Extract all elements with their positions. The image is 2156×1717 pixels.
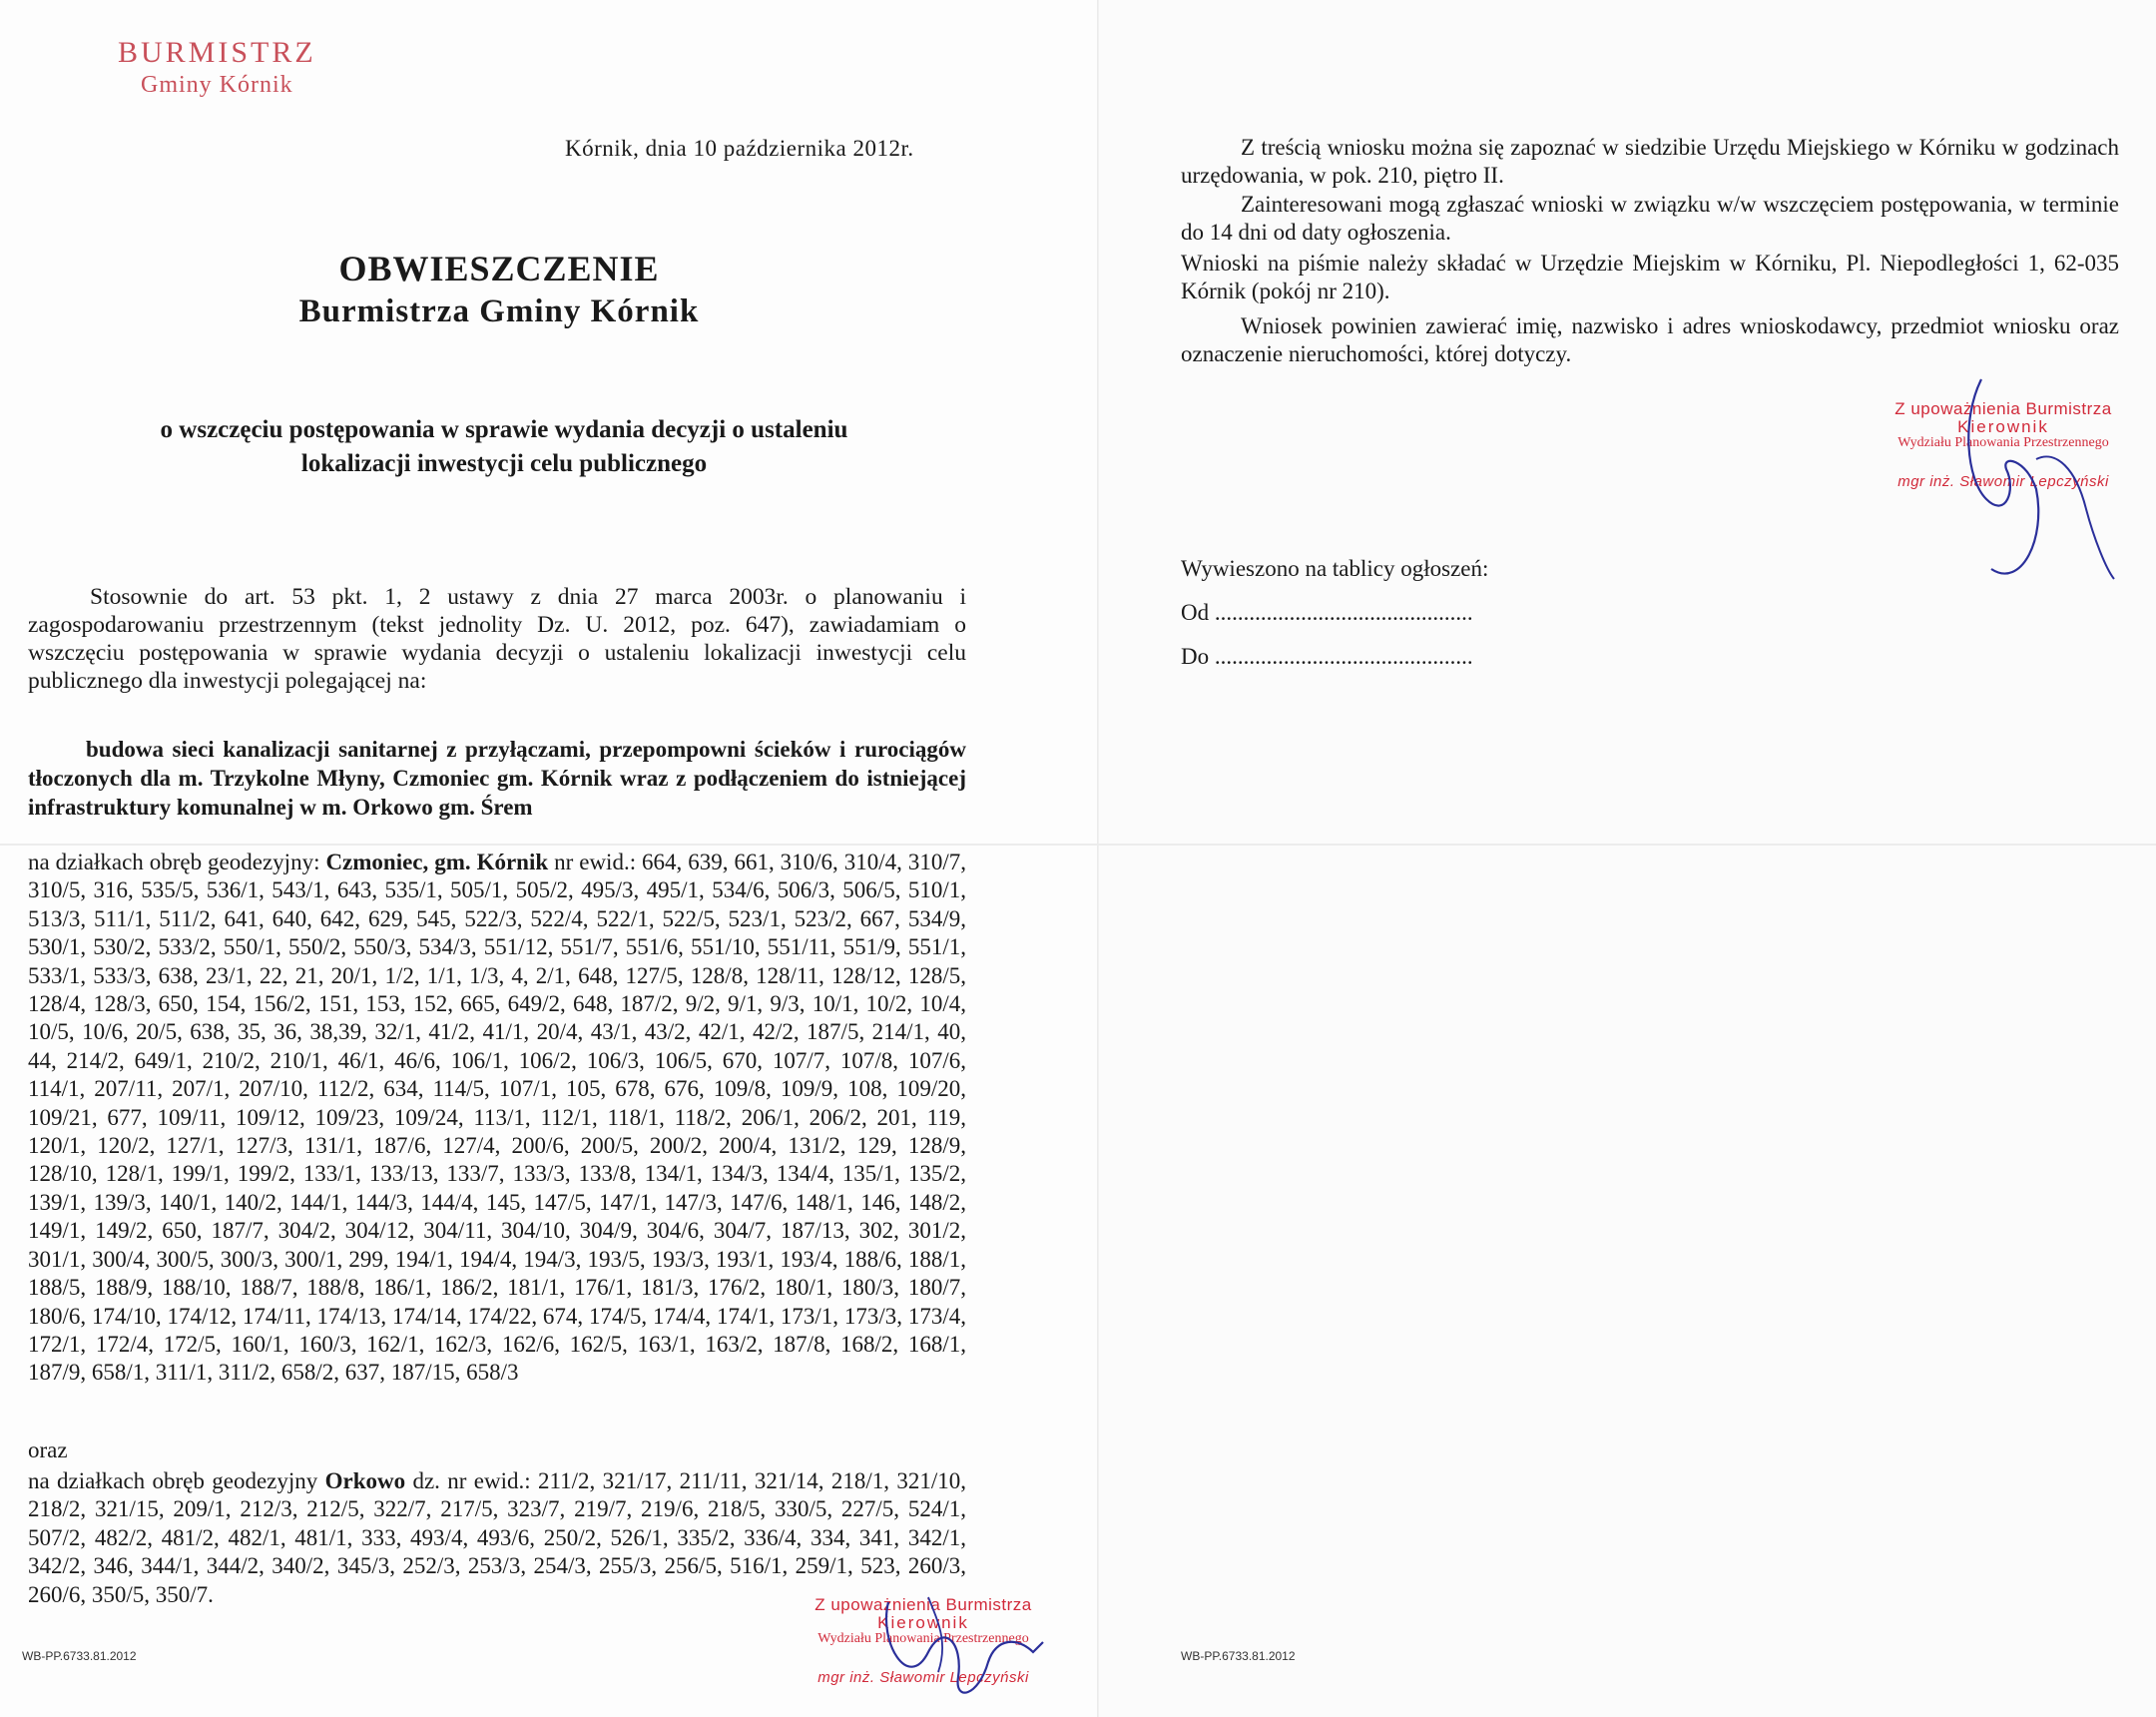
stamp-line2: Kierownik: [877, 1613, 969, 1632]
posted-to-field: Do .............................................: [1181, 644, 1473, 669]
info-paragraph-2: Zainteresowani mogą zgłaszać wnioski w związku w/w wszczęciem postępowania, w terminie do 14 dni od daty ogłoszenia.: [1181, 192, 2119, 245]
parcels-czmoniec: [28, 849, 966, 1388]
parcels-czmoniec-list: nr ewid.: 664, 639, 661, 310/6, 310/4, 310/7, 310/5, 316, 535/5, 536/1, 543/1, 643, 535/1, 505/1, 505/2, 495/3, 495/1, 534/6, 506/3, 506/5, 510/1, 513/3, 511/1, 511/2, 641, 640, 642, 629, 545, 522/3, 522/4, 522/1, 522/5, 523/1, 523/2, 667, 534/9, 530/1, 530/2, 533/2, 550/1, 550/2, 550/3, 534/3, 551/12, 551/7, 551/6, 551/10, 551/11, 551/9, 551/1, 533/1, 533/3, 638, 23/1, 22, 21, 20/1, 1/2, 1/1, 1/3, 4, 2/1, 648, 127/5, 128/8, 128/11, 128/12, 128/5, 128/4, 128/3, 650, 154, 156/2, 151, 153, 152, 665, 649/2, 648, 187/2, 9/2, 9/1, 9/3, 10/1, 10/2, 10/4, 10/5, 10/6, 20/5, 638, 35, 36, 38,39, 32/1, 41/2, 41/1, 20/4, 43/1, 43/2, 42/1, 42/2, 187/5, 214/1, 40, 44, 214/2, 649/1, 210/2, 210/1, 46/1, 46/6, 106/1, 106/2, 106/3, 106/5, 670, 107/7, 107/8, 107/6, 114/1, 207/11, 207/1, 207/10, 112/2, 634, 114/5, 107/1, 105, 678, 676, 109/8, 109/9, 108, 109/20, 109/21, 677, 109/11, 109/12, 109/23, 109/24, 113/1, 112/1, 118/1, 118/2, 206/1, 206/2, 201, 119, 120/1, 120/2, 127/1, 127/3, 131/1, 187/6, 127/4, 200/6, 200/5, 200/2, 200/4, 131/2, 129, 128/9, 128/10, 128/1, 199/1, 199/2, 133/1, 133/13, 133/7, 133/3, 133/8, 134/1, 134/3, 134/4, 135/1, 135/2, 139/1, 139/3, 140/1, 140/2, 144/1, 144/3, 144/4, 145, 147/5, 147/1, 147/3, 147/6, 148/1, 146, 148/2, 149/1, 149/2, 650, 187/7, 304/2, 304/12, 304/11, 304/10, 304/9, 304/6, 304/7, 187/13, 302, 301/2, 301/1, 300/4, 300/5, 300/3, 300/1, 299, 194/1, 194/4, 194/3, 193/5, 193/3, 193/1, 193/4, 188/6, 188/1, 188/5, 188/9, 188/10, 188/7, 188/8, 186/1, 186/2, 181/1, 176/1, 181/3, 176/2, 180/1, 180/3, 180/7, 180/6, 174/10, 174/12, 174/11, 174/13, 174/14, 174/22, 674, 174/5, 174/4, 174/1, 173/1, 173/3, 173/4, 172/1, 172/4, 172/5, 160/1, 160/3, 162/1, 162/3, 162/6, 162/5, 163/1, 163/2, 187/8, 168/2, 168/1, 187/9, 658/1, 311/1, 311/2, 658/2, 637, 187/15, 658/3: [28, 850, 967, 1386]
stamp-header-line1: BURMISTRZ: [118, 36, 316, 69]
reference-number-left: WB-PP.6733.81.2012: [22, 1649, 137, 1663]
subject-line2: lokalizacji inwestycji celu publicznego: [300, 450, 708, 477]
stamp-line1: Z upoważnienia Burmistrza: [814, 1595, 1032, 1614]
horizontal-fold: [0, 844, 2156, 846]
parcels-czmoniec-prefix: na działkach obręb geodezyjny:: [28, 850, 326, 874]
parcels-orkowo: [28, 1467, 966, 1609]
posted-from-field: Od .............................................: [1181, 600, 1473, 625]
info-paragraph-4: Wniosek powinien zawierać imię, nazwisko i adres wnioskodawcy, przedmiot wniosku oraz oznaczenie nieruchomości, której dotyczy.: [1181, 313, 2119, 366]
parcels-czmoniec-place: Czmoniec, gm. Kórnik: [325, 850, 549, 874]
subject-line1: o wszczęciu postępowania w sprawie wydania decyzji o ustaleniu: [160, 416, 848, 443]
parcels-orkowo-list: dz. nr ewid.: 211/2, 321/17, 211/11, 321/14, 218/1, 321/10, 218/2, 321/15, 209/1, 212/3, 212/5, 322/7, 217/5, 323/7, 219/7, 219/6, 218/5, 330/5, 227/5, 524/1, 507/2, 482/2, 481/2, 482/1, 481/1, 333, 493/4, 493/6, 250/2, 526/1, 335/2, 336/4, 334, 341, 342/1, 342/2, 346, 344/1, 344/2, 340/2, 345/3, 252/3, 253/3, 254/3, 255/3, 256/5, 516/1, 259/1, 523, 260/3, 260/6, 350/5, 350/7.: [28, 1468, 966, 1607]
document-title: [220, 248, 779, 330]
stamp-right-line3: Wydziału Planowania Przestrzennego: [1897, 435, 2109, 450]
signature-left: [868, 1582, 1068, 1712]
stamp-line4: mgr inż. Sławomir Lepczyński: [817, 1669, 1029, 1686]
info-paragraph-3: Wnioski na piśmie należy składać w Urzędzie Miejskim w Kórniku, Pl. Niepodległości 1, 62-035 Kórnik (pokój nr 210).: [1181, 251, 2119, 303]
mayor-header-stamp: [118, 36, 316, 99]
stamp-right-line2: Kierownik: [1957, 417, 2049, 436]
document-subject: [60, 413, 948, 481]
stamp-line3: Wydziału Planowania Przestrzennego: [817, 1631, 1029, 1646]
stamp-header-line2: Gminy Kórnik: [141, 72, 293, 98]
stamp-right-line1: Z upoważnienia Burmistrza: [1894, 399, 2112, 418]
posting-record: [1181, 547, 1488, 679]
title-line2: Burmistrza Gminy Kórnik: [298, 293, 700, 329]
signature-right: [1946, 369, 2126, 599]
document-date: Kórnik, dnia 10 października 2012r.: [565, 136, 914, 161]
info-paragraph-1: Z treścią wniosku można się zapoznać w siedzibie Urzędu Miejskiego w Kórniku w godzinach urzędowania, w pok. 210, piętro II.: [1181, 135, 2119, 188]
intro-paragraph: Stosownie do art. 53 pkt. 1, 2 ustawy z dnia 27 marca 2003r. o planowaniu i zagospodarowaniu przestrzennym (tekst jednolity Dz. U. 2012, poz. 647), zawiadamiam o wszczęciu postępowania w sprawie wydania decyzji o ustaleniu lokalizacji inwestycji celu publicznego dla inwestycji polegającej na:: [28, 584, 966, 694]
stamp-right-line4: mgr inż. Sławomir Lepczyński: [1897, 473, 2109, 490]
oraz-connector: oraz: [28, 1437, 68, 1462]
parcels-orkowo-prefix: na działkach obręb geodezyjny: [28, 1468, 325, 1493]
reference-number-right: WB-PP.6733.81.2012: [1181, 1649, 1296, 1663]
investment-description: budowa sieci kanalizacji sanitarnej z przyłączami, przepompowni ścieków i rurociągów tłoczonych dla m. Trzykolne Młyny, Czmoniec gm. Kórnik wraz z podłączeniem do istniejącej infrastruktury komunalnej w m. Orkowo gm. Śrem: [28, 737, 966, 820]
posted-label: Wywieszono na tablicy ogłoszeń:: [1181, 556, 1489, 581]
parcels-orkowo-place: Orkowo: [324, 1468, 406, 1493]
vertical-fold: [1097, 0, 1099, 1717]
title-line1: OBWIESZCZENIE: [338, 249, 660, 288]
